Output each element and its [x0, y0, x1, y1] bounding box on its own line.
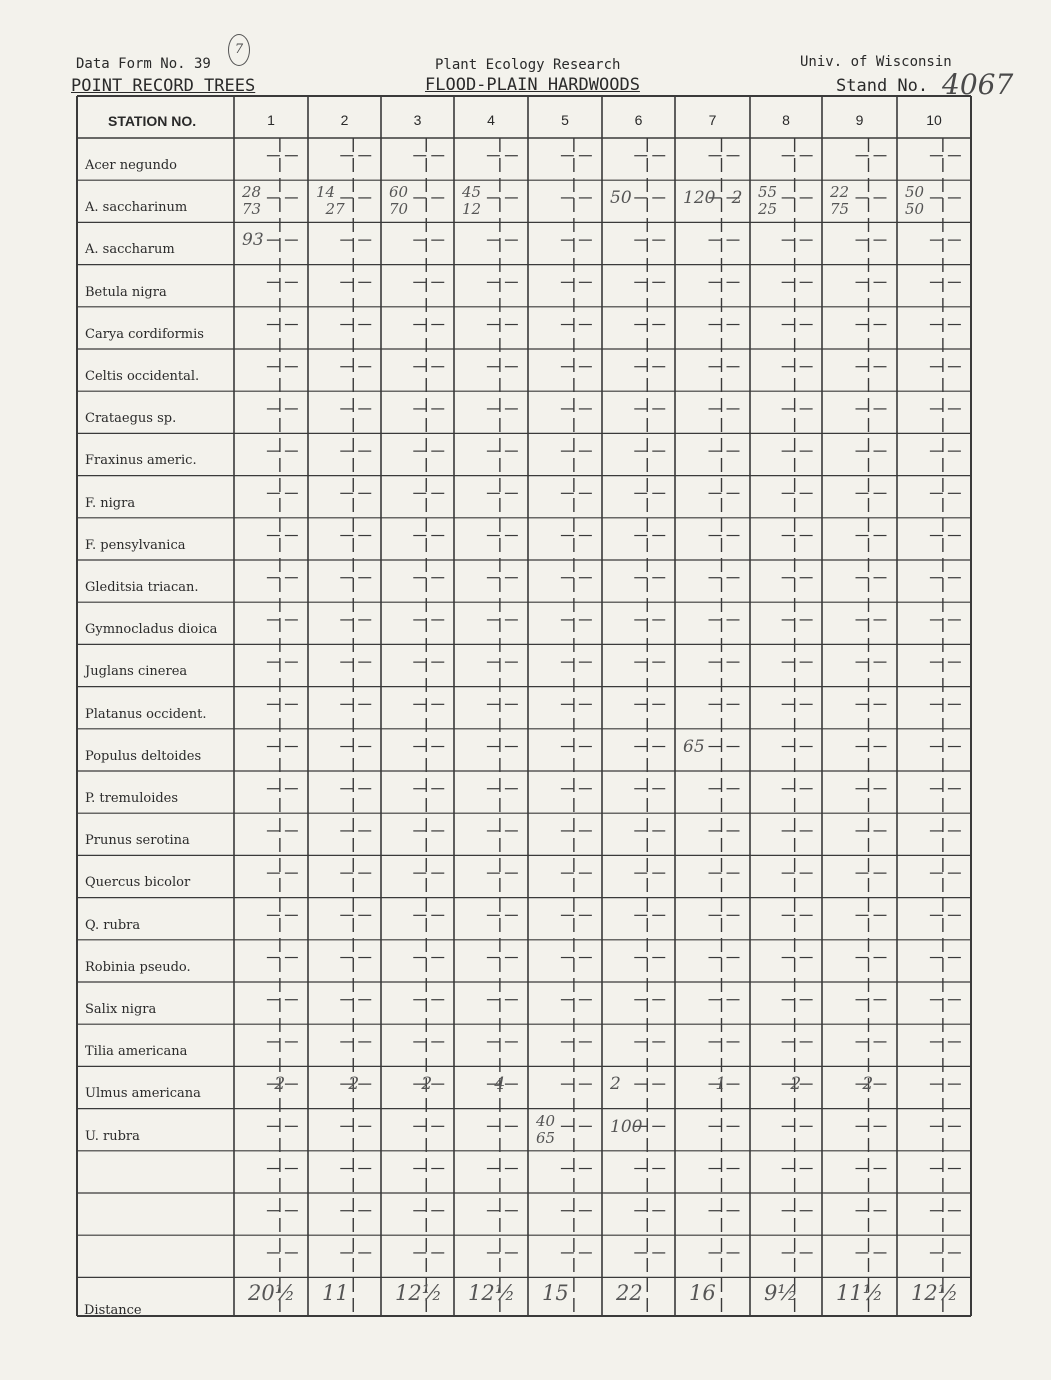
distance-label: Distance: [84, 1303, 142, 1318]
distance-value: 15: [542, 1281, 569, 1306]
handwritten-entry: 2: [316, 1074, 360, 1095]
handwritten-entry: 50: [610, 188, 632, 209]
species-label: Quercus bicolor: [85, 875, 191, 891]
handwritten-entry: 55 25: [758, 183, 778, 219]
distance-value: 12½: [395, 1281, 443, 1306]
handwritten-entry: 60 70: [389, 183, 409, 219]
species-label: Ulmus americana: [85, 1086, 201, 1102]
form-number-annotation: 7: [228, 34, 250, 66]
handwritten-entry: 120 2: [683, 188, 743, 209]
species-label: Gleditsia triacan.: [85, 580, 199, 595]
species-label: U. rubra: [85, 1128, 140, 1144]
species-label: Tilia americana: [85, 1044, 188, 1060]
station-number-8: 8: [782, 112, 790, 128]
handwritten-entry: 100: [610, 1116, 643, 1137]
species-label: Celtis occidental.: [85, 369, 200, 384]
distance-value: 12½: [911, 1281, 959, 1306]
stand-number: 4067: [942, 68, 1014, 101]
stand-type: FLOOD-PLAIN HARDWOODS: [425, 75, 640, 95]
station-number-7: 7: [708, 112, 717, 128]
station-number-1: 1: [267, 112, 275, 128]
species-label: F. nigra: [85, 495, 136, 511]
species-label: Prunus serotina: [85, 833, 190, 849]
handwritten-entry: 65: [683, 736, 705, 757]
station-number-10: 10: [926, 112, 942, 128]
handwritten-entry: 2: [242, 1074, 286, 1095]
species-label: P. tremuloides: [85, 791, 179, 806]
handwritten-entry: 45 12: [462, 183, 482, 219]
species-label: Q. rubra: [85, 917, 141, 933]
station-number-2: 2: [340, 112, 349, 128]
species-label: Robinia pseudo.: [85, 959, 191, 975]
handwritten-entry: 2: [610, 1074, 621, 1095]
research-title: Plant Ecology Research: [435, 57, 621, 73]
distance-value: 16: [689, 1281, 716, 1306]
species-label: Juglans cinerea: [85, 664, 188, 680]
distance-value: 11: [322, 1281, 349, 1306]
species-label: Salix nigra: [85, 1002, 157, 1017]
species-label: Carya cordiformis: [85, 326, 204, 342]
handwritten-entry: 1: [683, 1074, 727, 1095]
handwritten-entry: 22 75: [830, 183, 850, 219]
species-label: Gymnocladus dioica: [85, 622, 218, 638]
handwritten-entry: 28 73: [242, 183, 262, 219]
species-label: Platanus occident.: [85, 706, 207, 722]
handwritten-entry: 14 27: [316, 183, 345, 219]
university: Univ. of Wisconsin: [800, 54, 952, 70]
handwritten-entry: 2: [389, 1074, 433, 1095]
station-number-5: 5: [561, 112, 569, 128]
distance-value: 12½: [468, 1281, 516, 1306]
station-number-4: 4: [487, 112, 495, 128]
record-title: POINT RECORD TREES: [71, 76, 256, 96]
species-label: Crataegus sp.: [85, 411, 177, 427]
species-label: Populus deltoides: [85, 748, 202, 764]
species-label: A. saccharinum: [85, 200, 188, 216]
species-label: Fraxinus americ.: [85, 453, 197, 469]
handwritten-entry: 93: [242, 230, 264, 251]
distance-value: 11½: [836, 1281, 884, 1306]
handwritten-entry: 50 50: [905, 183, 925, 219]
distance-value: 22: [616, 1281, 643, 1306]
form-number: Data Form No. 39: [76, 56, 211, 72]
species-label: F. pensylvanica: [85, 537, 186, 553]
handwritten-entry: 4: [462, 1074, 506, 1095]
handwritten-entry: 2: [830, 1074, 874, 1095]
distance-value: 20½: [248, 1281, 296, 1306]
station-label: STATION NO.: [108, 113, 197, 129]
distance-value: 9½: [764, 1281, 798, 1306]
station-number-9: 9: [855, 112, 864, 128]
handwritten-entry: 40 65: [536, 1111, 556, 1147]
species-label: Acer negundo: [85, 158, 177, 173]
stand-label: Stand No.: [836, 76, 929, 96]
handwritten-entry: 2: [758, 1074, 802, 1095]
species-label: Betula nigra: [85, 284, 167, 300]
station-number-3: 3: [413, 112, 422, 128]
species-label: A. saccharum: [85, 242, 175, 258]
station-number-6: 6: [634, 112, 643, 128]
